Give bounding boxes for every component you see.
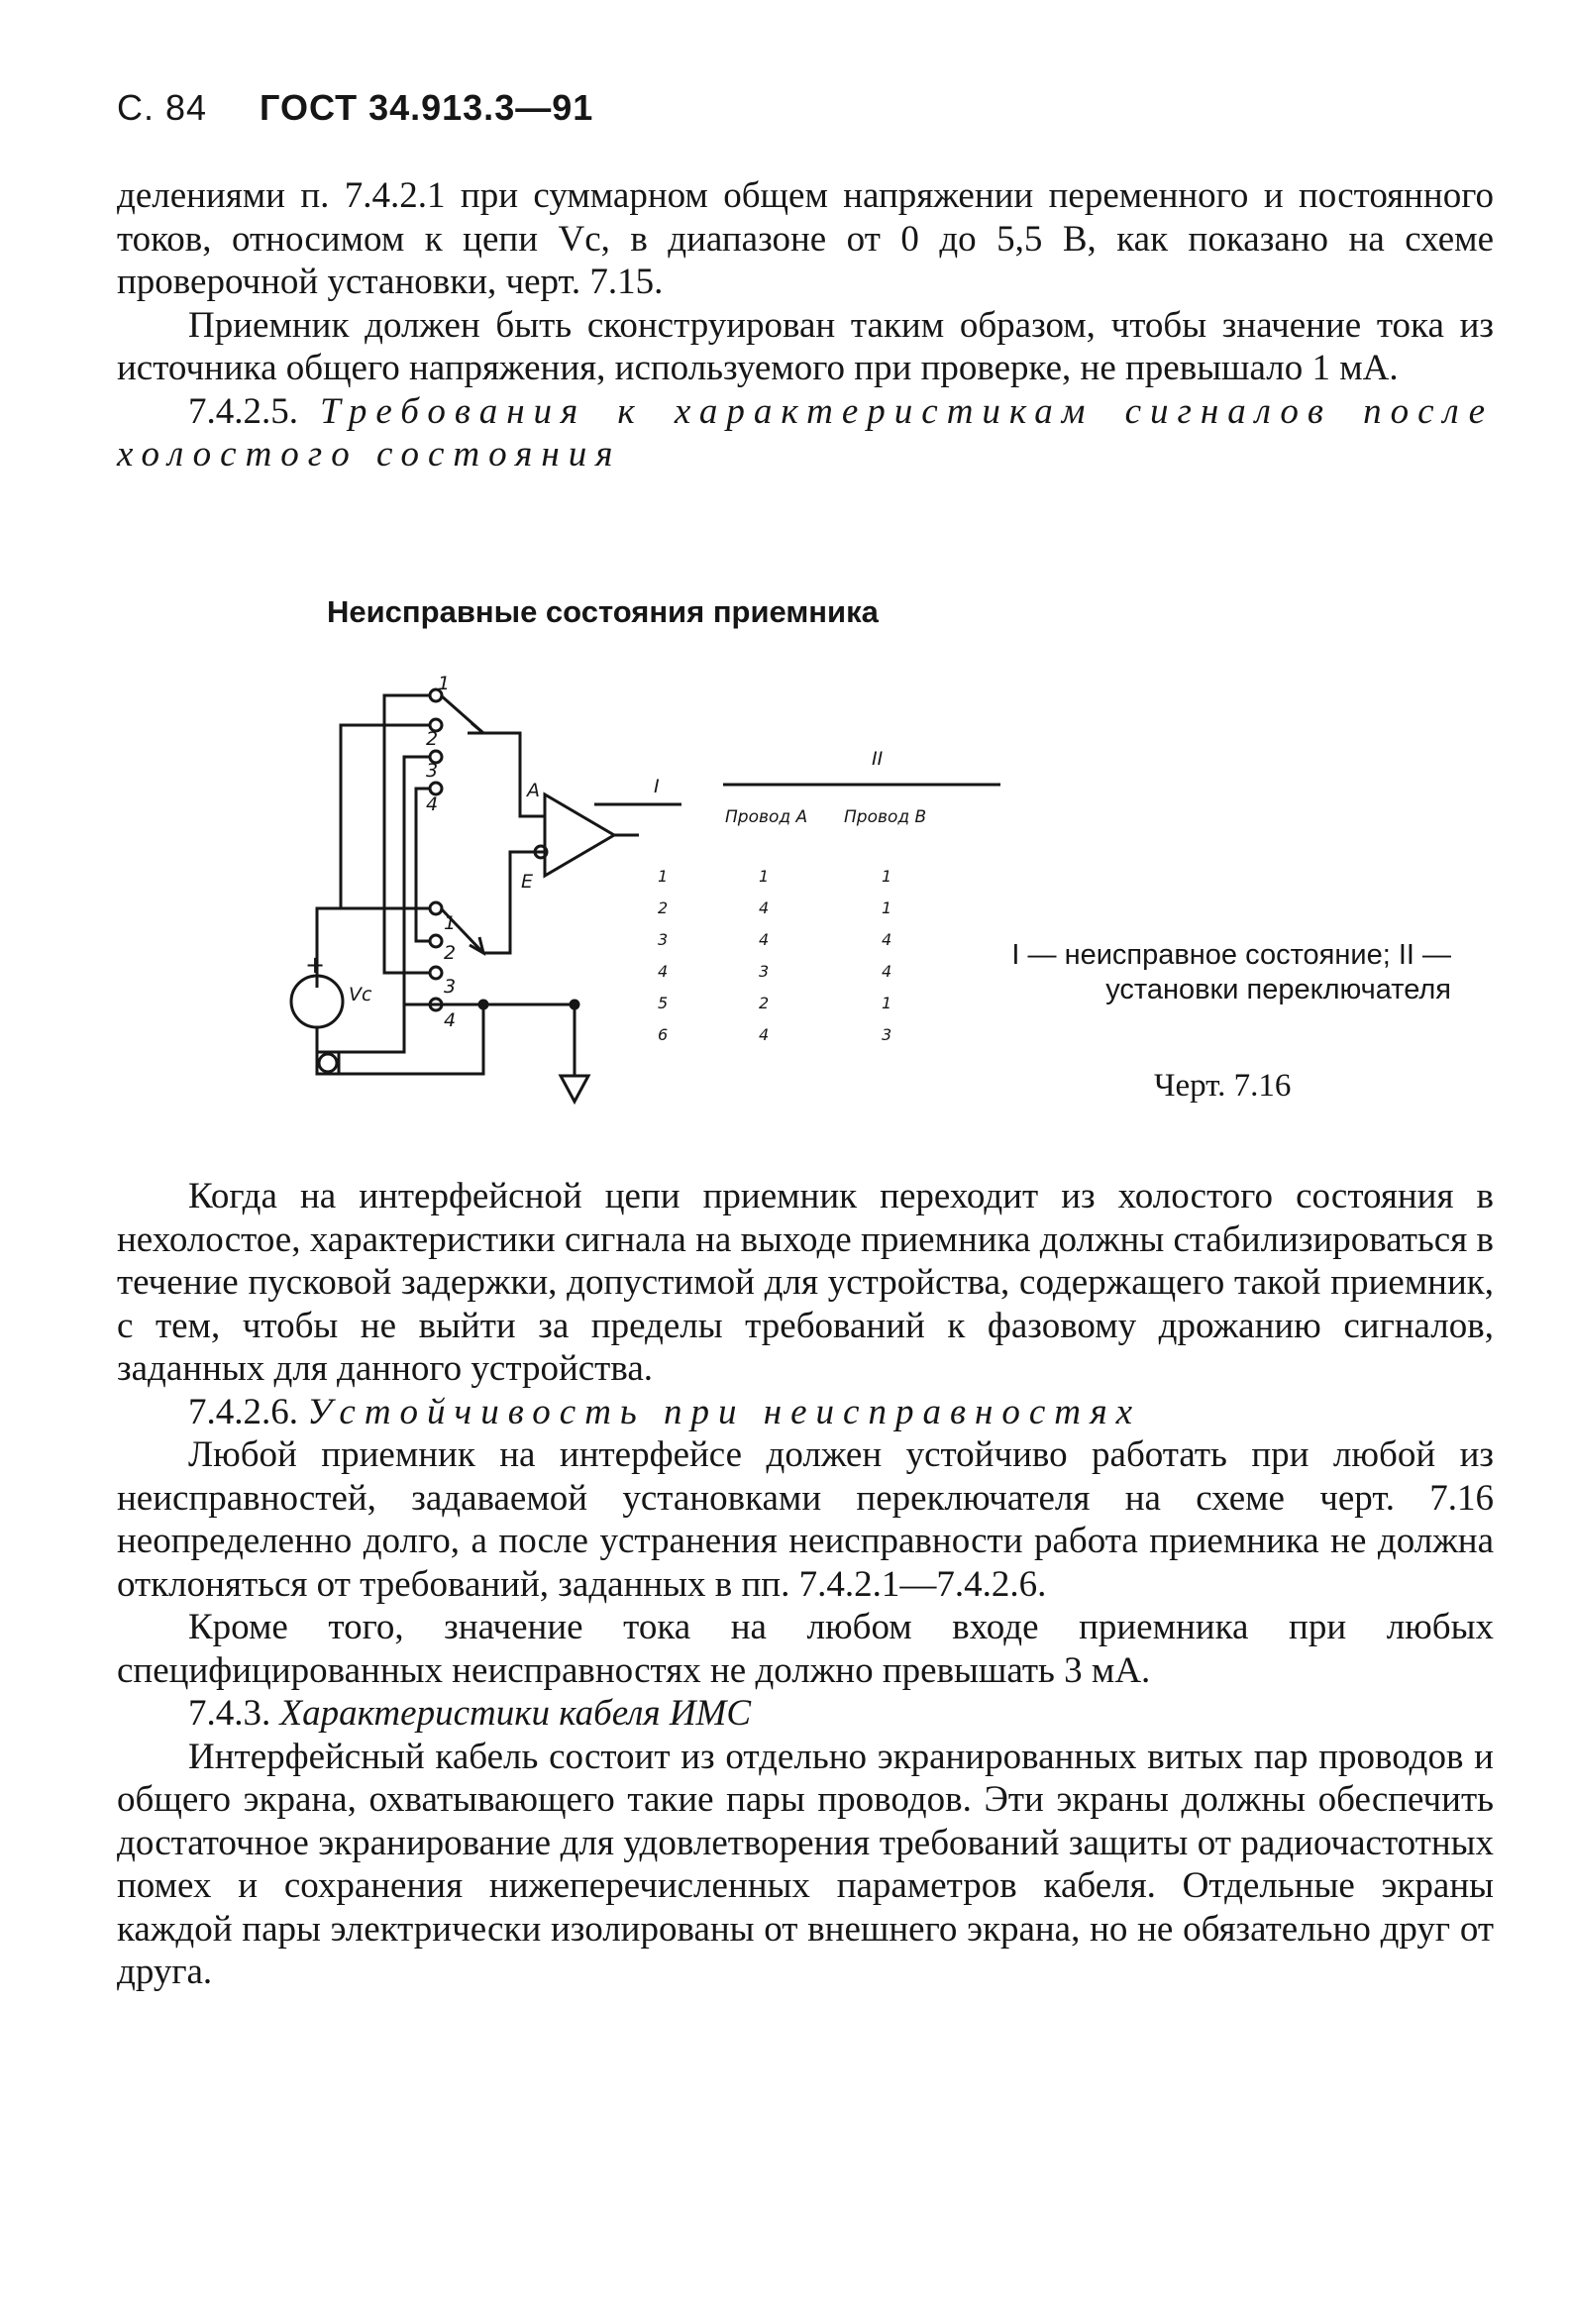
section-heading-7-4-2-6 <box>117 1391 1494 1434</box>
wire <box>317 1004 483 1074</box>
cell-value: 4 <box>759 930 770 949</box>
cell-value: 1 <box>759 867 770 886</box>
meter-icon <box>319 1054 337 1072</box>
contact-label: 1 <box>438 673 451 694</box>
ground-icon <box>561 1076 588 1102</box>
cell-value: 3 <box>882 1025 892 1044</box>
paragraph: Приемник должен быть сконструирован таким образом, чтобы значение тока из источника общего напряжения, используемого при проверке, не превышало 1 мА. <box>117 304 1494 388</box>
contact-label: 1 <box>444 912 457 934</box>
contact-label: 3 <box>426 760 439 782</box>
contact <box>430 902 442 914</box>
cell-value: 1 <box>882 867 892 886</box>
cell-value: 4 <box>759 898 770 917</box>
row-number: 1 <box>658 867 669 886</box>
wire-b-header: Провод В <box>844 807 927 827</box>
wire <box>384 695 430 973</box>
column-ii-header: II <box>872 748 884 770</box>
bottom-switch <box>430 902 483 1010</box>
row-number: 4 <box>658 962 669 981</box>
contact-label: 4 <box>444 1009 457 1031</box>
contact <box>430 967 442 979</box>
cell-value: 4 <box>882 930 892 949</box>
wire <box>317 1004 404 1052</box>
section-title: Характеристики кабеля ИМС <box>279 1693 752 1734</box>
body-text-block <box>117 1175 1494 1994</box>
cell-value: 4 <box>759 1025 770 1044</box>
contact-label: 4 <box>426 793 439 815</box>
paragraph: Когда на интерфейсной цепи приемник переходит из холостого состояния в нехолостое, характеристики сигнала на выходе приемника должны стабилизироваться в течение пусковой задержки, допустимой для устройства, содержащего такой приемник, с тем, чтобы не выйти за пределы требований к фазовому дрожанию сигналов, заданных для данного устройства. <box>117 1176 1494 1389</box>
cell-value: 1 <box>882 898 892 917</box>
circuit-diagram <box>218 666 1010 1131</box>
contact <box>430 935 442 947</box>
section-heading-7-4-3 <box>117 1692 1494 1736</box>
section-number: 7.4.2.5. <box>188 390 298 432</box>
paragraph: Кроме того, значение тока на любом входе приемника при любых специфицированных неисправностях не должно превышать 3 мА. <box>117 1607 1494 1691</box>
pin-label-e: Е <box>521 871 534 893</box>
paragraph: Любой приемник на интерфейсе должен устойчиво работать при любой из неисправностей, задаваемой установками переключателя на схеме черт. 7.16 неопределенно долго, а после устранения неисправности работа приемника не должна отклоняться от требований, заданных в пп. 7.4.2.1—7.4.2.6. <box>117 1434 1494 1605</box>
cell-value: 1 <box>882 994 892 1012</box>
cell-value: 2 <box>759 994 770 1012</box>
cell-value: 4 <box>882 962 892 981</box>
figure-title: Неисправные состояния приемника <box>327 594 879 629</box>
row-number: 5 <box>658 994 669 1012</box>
column-b-values <box>882 867 891 1044</box>
row-number: 6 <box>658 1025 669 1044</box>
paragraph: делениями п. 7.4.2.1 при суммарном общем напряжении переменного и постоянного токов, относимом к цепи Vс, в диапазоне от 0 до 5,5 В, как показано на схеме проверочной установки, черт. 7.15. <box>117 175 1494 302</box>
paragraph: Интерфейсный кабель состоит из отдельно экранированных витых пар проводов и общего экрана, охватывающего такие пары проводов. Эти экраны должны обеспечить достаточное экранирование для удовлетворения требований защиты от радиочастотных помех и сохранения нижеперечисленных параметров кабеля. Отдельные экраны каждой пары электрически изолированы от внешнего экрана, но не обязательно друг от друга. <box>117 1736 1494 1992</box>
contact-label: 2 <box>444 942 457 964</box>
top-switch <box>430 689 483 794</box>
wire-a-header: Провод А <box>725 807 808 827</box>
standard-id: ГОСТ 34.913.3—91 <box>260 87 594 128</box>
section-title: Устойчивость при неисправностях <box>307 1391 1142 1432</box>
contact-label: 2 <box>426 728 439 750</box>
section-number: 7.4.3. <box>188 1693 271 1734</box>
section-title: Требования к характеристикам сигналов после холостого состояния <box>117 390 1495 475</box>
contact-label: 3 <box>444 976 457 998</box>
top-text-block <box>117 174 1494 476</box>
column-a-values <box>759 867 769 1044</box>
table-row-numbers <box>658 867 668 1044</box>
pin-label-a: А <box>527 780 540 801</box>
receiver-amplifier-icon <box>545 794 614 876</box>
page-number: С. 84 <box>117 87 208 128</box>
page-header <box>117 87 593 129</box>
switch-arrow <box>468 723 483 733</box>
vc-label: Vс <box>349 984 372 1005</box>
wire <box>317 908 416 988</box>
column-i-header: I <box>654 776 660 797</box>
row-number: 2 <box>658 898 669 917</box>
figure-caption: Черт. 7.16 <box>1154 1068 1292 1104</box>
plus-sign: + <box>305 951 326 979</box>
section-number: 7.4.2.6. <box>188 1391 298 1432</box>
section-heading-7-4-2-5 <box>117 390 1494 476</box>
wire <box>483 852 545 953</box>
figure-legend: I — неисправное состояние; II — установки переключателя <box>1011 939 1451 1005</box>
wire <box>483 733 545 816</box>
row-number: 3 <box>658 930 669 949</box>
cell-value: 3 <box>759 962 770 981</box>
